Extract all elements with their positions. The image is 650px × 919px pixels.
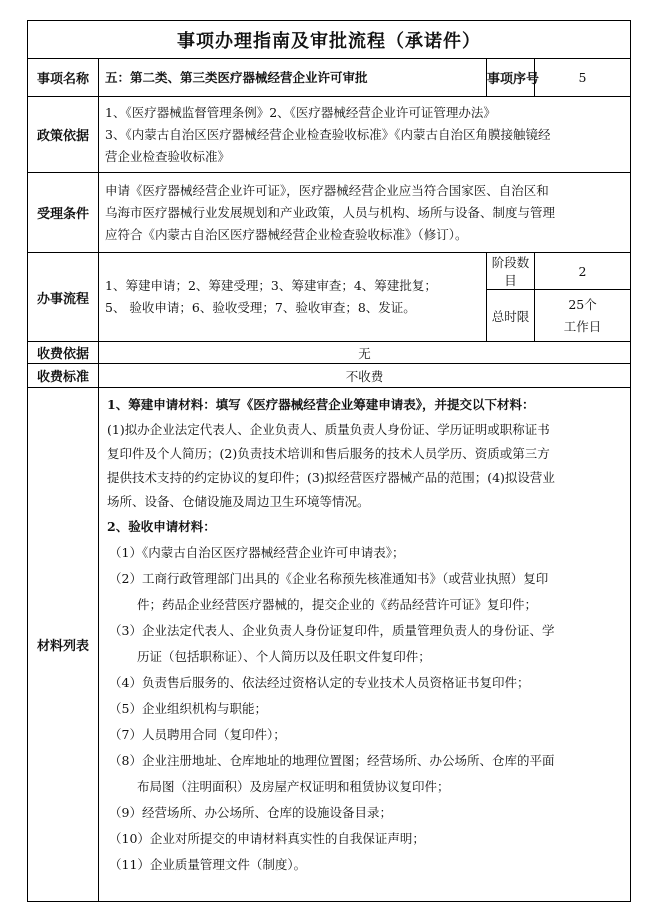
policy-label: 政策依据 [28, 97, 99, 173]
approval-guide-table [27, 20, 631, 902]
process-line: 5、 验收申请；6、验收受理；7、验收审查；8、发证。 [105, 300, 416, 315]
policy-line: 营企业检查验收标准》 [105, 148, 231, 164]
material-item: （7）人员聘用合同（复印件）； [109, 727, 286, 742]
materials-heading: 1、筹建申请材料：填写《医疗器械经营企业筹建申请表》，并提交以下材料： [107, 397, 535, 412]
conditions-line: 乌海市医疗器械行业发展规划和产业政策，人员与机构、场所与设备、制度与管理 [105, 204, 556, 220]
time-limit-label: 总时限 [487, 290, 535, 342]
material-item: （11）企业质量管理文件（制度）。 [109, 857, 307, 872]
conditions-line: 应符合《内蒙古自治区医疗器械经营企业检查验收标准》（修订）。 [105, 226, 468, 242]
materials-list [99, 388, 631, 902]
material-item: （5）企业组织机构与职能； [109, 701, 267, 716]
material-item: （8）企业注册地址、仓库地址的地理位置图；经营场所、办公场所、仓库的平面 [109, 753, 555, 768]
material-item: （10）企业对所提交的申请材料真实性的自我保证声明； [109, 831, 425, 846]
material-item: （2）工商行政管理部门出具的《企业名称预先核准通知书》（或营业执照）复印 [109, 571, 549, 586]
stage-count-value: 2 [535, 253, 631, 290]
conditions-label: 受理条件 [28, 173, 99, 253]
process-label: 办事流程 [28, 253, 99, 342]
conditions-line: 申请《医疗器械经营企业许可证》，医疗器械经营企业应当符合国家医、自治区和 [105, 182, 549, 198]
materials-heading: 2、验收申请材料： [107, 519, 216, 534]
materials-paragraph-line: 场所、设备、仓储设施及周边卫生环境等情况。 [107, 494, 370, 509]
material-item-continued: 布局图（注明面积）及房屋产权证明和租赁协议复印件； [137, 779, 450, 794]
time-limit-value-line: 工作日 [563, 318, 602, 334]
material-item: （1）《内蒙古自治区医疗器械经营企业许可申请表》； [109, 545, 405, 560]
process-line: 1、筹建申请；2、筹建受理；3、筹建审查；4、筹建批复； [105, 278, 437, 293]
material-item-continued: 历证（包括职称证）、个人简历以及任职文件复印件； [137, 649, 431, 664]
stage-count-label: 阶段数目 [487, 253, 535, 290]
time-limit-value-line: 25个 [568, 296, 597, 312]
materials-paragraph-line: (1)拟办企业法定代表人、企业负责人、质量负责人身份证、学历证明或职称证书 [107, 422, 550, 437]
time-limit-value [535, 290, 631, 342]
policy-line: 1、《医疗器械监督管理条例》2、《医疗器械经营企业许可证管理办法》 [105, 104, 496, 120]
fee-basis-value: 无 [99, 342, 631, 364]
item-seq-label: 事项序号 [487, 59, 535, 97]
materials-paragraph-line: 复印件及个人简历；(2)负责技术培训和售后服务的技术人员学历、资质或第三方 [107, 446, 550, 461]
material-item: （3）企业法定代表人、企业负责人身份证复印件，质量管理负责人的身份证、学 [109, 623, 555, 638]
page-title: 事项办理指南及审批流程（承诺件） [28, 21, 631, 59]
fee-basis-label: 收费依据 [28, 342, 99, 364]
policy-line: 3、《内蒙古自治区医疗器械经营企业检查验收标准》《内蒙古自治区角膜接触镜经 [105, 126, 551, 142]
item-name-value: 五：第二类、第三类医疗器械经营企业许可审批 [99, 59, 487, 97]
item-name-label: 事项名称 [28, 59, 99, 97]
material-item-continued: 件；药品企业经营医疗器械的，提交企业的《药品经营许可证》复印件； [137, 597, 538, 612]
materials-paragraph-line: 提供技术支持的约定协议的复印件；(3)拟经营医疗器械产品的范围；(4)拟设营业 [107, 470, 555, 485]
fee-standard-value: 不收费 [99, 364, 631, 388]
policy-text [99, 97, 631, 173]
material-item: （4）负责售后服务的、依法经过资格认定的专业技术人员资格证书复印件； [109, 675, 530, 690]
materials-label: 材料列表 [28, 388, 99, 902]
item-seq-value: 5 [535, 59, 631, 97]
conditions-text [99, 173, 631, 253]
material-item: （9）经营场所、办公场所、仓库的设施设备目录； [109, 805, 392, 820]
fee-standard-label: 收费标准 [28, 364, 99, 388]
process-text [99, 253, 487, 342]
